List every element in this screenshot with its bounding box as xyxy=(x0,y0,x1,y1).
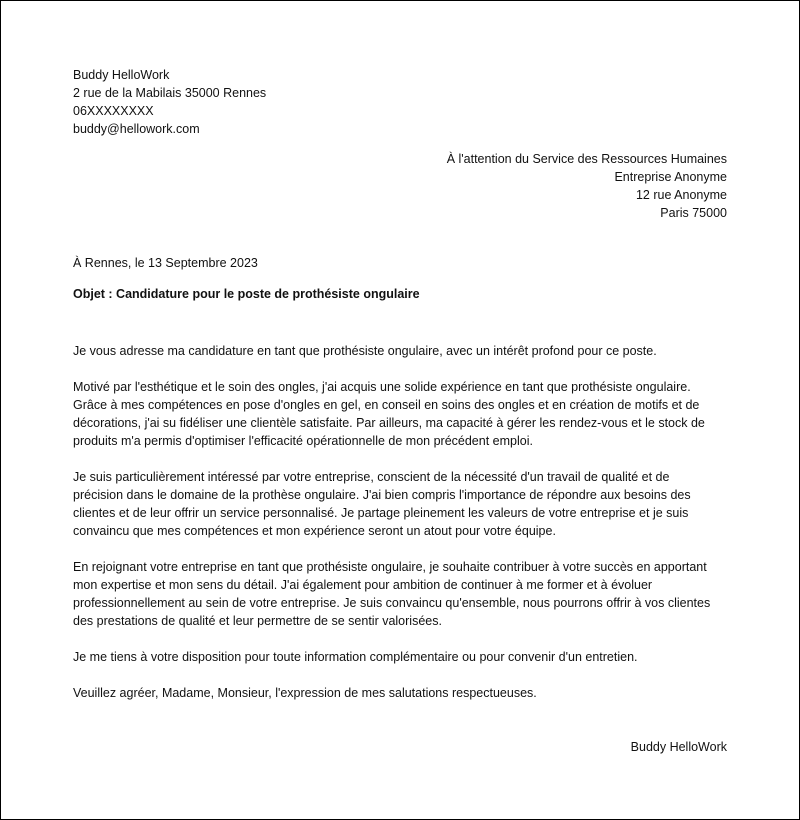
paragraph-closing xyxy=(73,684,733,702)
text-line: Je suis particulièrement intéressé par votre entreprise, conscient de la nécessité d'un travail de qualité et de xyxy=(73,470,670,484)
recipient-block xyxy=(447,150,727,222)
recipient-company: Entreprise Anonyme xyxy=(614,170,727,184)
sender-email: buddy@hellowork.com xyxy=(73,122,200,136)
sender-address: 2 rue de la Mabilais 35000 Rennes xyxy=(73,86,267,100)
text-line: des prestations de qualité et leur permettre de se sentir valorisées. xyxy=(73,614,442,628)
letter-body xyxy=(73,342,733,720)
sender-phone: 06XXXXXXXX xyxy=(73,104,154,118)
text-line: précision dans le domaine de la prothèse ongulaire. J'ai bien compris l'importance de répondre aux besoins des xyxy=(73,488,691,502)
signature: Buddy HelloWork xyxy=(630,740,727,754)
recipient-city: Paris 75000 xyxy=(660,206,727,220)
text-line: Je vous adresse ma candidature en tant que prothésiste ongulaire, avec un intérêt profond pour ce poste. xyxy=(73,344,657,358)
letter-subject: Objet : Candidature pour le poste de prothésiste ongulaire xyxy=(73,287,420,301)
recipient-attention: À l'attention du Service des Ressources Humaines xyxy=(446,152,727,166)
paragraph-introduction xyxy=(73,342,733,360)
paragraph-contribution xyxy=(73,558,733,630)
letter-date: À Rennes, le 13 Septembre 2023 xyxy=(73,256,258,270)
text-line: En rejoignant votre entreprise en tant que prothésiste ongulaire, je souhaite contribuer à votre succès en apportant xyxy=(73,560,707,574)
paragraph-availability xyxy=(73,648,733,666)
text-line: convaincu que mes compétences et mon expérience seront un atout pour votre équipe. xyxy=(73,524,556,538)
sender-name: Buddy HelloWork xyxy=(73,68,170,82)
text-line: Je me tiens à votre disposition pour toute information complémentaire ou pour convenir d'un entretien. xyxy=(73,650,638,664)
text-line: Motivé par l'esthétique et le soin des ongles, j'ai acquis une solide expérience en tant que prothésiste ongulaire. xyxy=(73,380,691,394)
text-line: professionnellement au sein de votre entreprise. Je suis convaincu qu'ensemble, nous pourrons offrir à vos clientes xyxy=(73,596,711,610)
sender-block xyxy=(73,66,266,138)
text-line: Veuillez agréer, Madame, Monsieur, l'expression de mes salutations respectueuses. xyxy=(73,686,537,700)
recipient-street: 12 rue Anonyme xyxy=(635,188,727,202)
paragraph-experience xyxy=(73,378,733,450)
text-line: mon expertise et mon sens du détail. J'ai également pour ambition de continuer à me former et à évoluer xyxy=(73,578,653,592)
text-line: clientes et de leur offrir un service personnalisé. Je partage pleinement les valeurs de votre entreprise et je suis xyxy=(73,506,689,520)
text-line: Grâce à mes compétences en pose d'ongles en gel, en conseil en soins des ongles et en création de motifs et de xyxy=(73,398,700,412)
paragraph-company-interest xyxy=(73,468,733,540)
text-line: décorations, j'ai su fidéliser une clientèle satisfaite. Par ailleurs, ma capacité à gérer les rendez-vous et le stock de xyxy=(73,416,705,430)
text-line: produits m'a permis d'optimiser l'efficacité opérationnelle de mon précédent emploi. xyxy=(73,434,533,448)
